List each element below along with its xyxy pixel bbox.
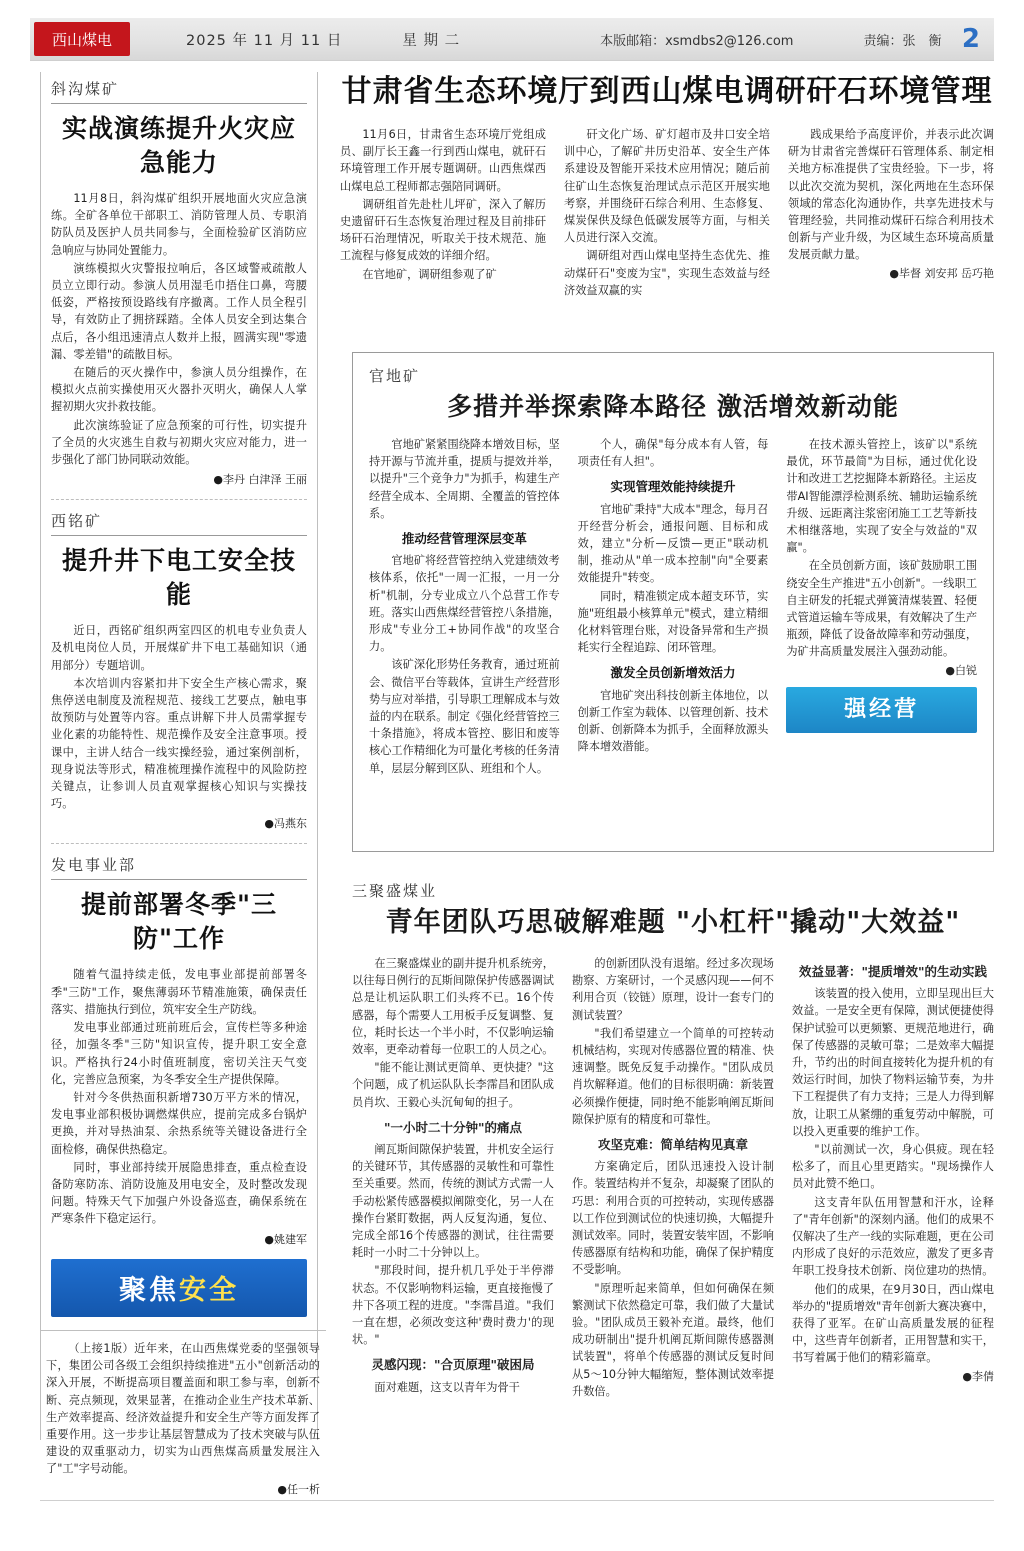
- paragraph: 在全员创新方面，该矿鼓励职工围绕安全生产推进"五小创新"。一线职工自主研发的托辊式弹簧清煤装置、轻便式管道运输车等成果，有效解决了生产瓶颈，降低了设备故障率和劳动强度，为矿井高质量发展注入强劲动能。: [786, 559, 978, 659]
- page-bottom-rule: [40, 1500, 994, 1501]
- subheading: 实现管理效能持续提升: [610, 479, 736, 495]
- paragraph: 该矿深化形势任务教育，通过班前会、微信平台等载体，宣讲生产经营形势与应对举措，引导职工理解成本与效益的内在联系。制定《强化经营管控三十条措施》，将成本管控、膨旧和废等核心工作精细化为可量化考核的任务清单，层层分解到区队、班组和个人。: [369, 658, 560, 775]
- paragraph: 同时，精准锁定成本超支环节，实施"班组最小核算单元"模式，建立精细化材料管理台账，对设备异常和生产损耗实行全程追踪、闭环管理。: [577, 589, 769, 655]
- article-kicker: 发电事业部: [51, 856, 137, 875]
- paragraph: "能不能让测试更简单、更快捷？"这个问题，成了机运队队长李霈昌和团队成员肖坎、王毅心头沉甸甸的担子。: [352, 1061, 554, 1109]
- article-byline: ●任一析: [277, 1482, 320, 1496]
- paragraph: 发电事业部通过班前班后会，宣传栏等多种途径，加强冬季"三防"知识宣传，提升职工安全意识。严格执行24小时值班制度，密切关注天气变化，完善应急预案，为冬季安全生产提供保障。: [51, 1021, 307, 1086]
- paragraph: 在技术源头管控上，该矿以"系统最优，环节最简"为目标，通过优化设计和改进工艺挖掘降本新路径。主运皮带AI智能漂浮检测系统、辅助运输系统升级、远距离注浆密闭施工工艺等新技术相继落地，实现了安全与效益的"双赢"。: [786, 438, 978, 555]
- article-body: [51, 966, 307, 1227]
- article-power-division: [51, 854, 307, 1246]
- lead-article-columns: [340, 126, 994, 300]
- banner-focus-safety: [51, 1259, 307, 1317]
- paragraph: 在官地矿，调研组参观了矿: [362, 267, 497, 281]
- kicker-rule: [51, 103, 307, 104]
- paragraph: 阐瓦斯间隙保护装置，井机安全运行的关键环节，其传感器的灵敏性和可靠性至关重要。然而，传统的测试方式需一人手动松紧传感器模拟阐隙变化，另一人在操作台紧盯数据，两人反复沟通，复位、完成全部16个传感器的测试，往往需要耗时一小时二十分钟以上。: [352, 1143, 554, 1260]
- article-shigou: [51, 78, 307, 487]
- article-kicker: 三聚盛煤业: [352, 882, 438, 900]
- boxed-article-title: 多措并举探索降本路径 激活增效新动能: [447, 392, 899, 421]
- page-number: 2: [961, 24, 980, 54]
- paragraph: "那段时间，提升机几乎处于半停滞状态。不仅影响物料运输，更直接拖慢了井下各项工程的进度。"李霈昌道。"我们一直在想，必须改变这种'费时费力'的现状。": [352, 1264, 554, 1347]
- article-separator: [51, 499, 307, 500]
- publication-logo: 西山煤电: [34, 22, 130, 56]
- article-body: [51, 622, 307, 812]
- publication-weekday: 星 期 二: [402, 32, 461, 49]
- paragraph: 针对今冬供热面积新增730万平方米的情况，发电事业部积极协调燃煤供应，提前完成多台锅炉更换，并对导热油泵、余热系统等关键设备进行全面检修，确保供热稳定。: [51, 1090, 307, 1156]
- paragraph: 官地矿紧紧围绕降本增效目标，坚持开源与节流并重，提质与提效并举，以提升"三个竞争力"为抓手，构建生产经营全成本、全周期、全覆盖的管控体系。: [369, 438, 560, 520]
- article-byline: ●毕督 刘安邦 岳巧艳: [889, 266, 994, 280]
- footer-carryover-article: [40, 1340, 326, 1497]
- article-kicker: 官地矿: [369, 367, 421, 385]
- article-byline: ●李倩: [962, 1369, 994, 1383]
- boxed-column-3: [786, 436, 977, 778]
- article-byline: ●姚建军: [264, 1232, 307, 1246]
- banner-text-left: 聚焦: [119, 1275, 179, 1307]
- boxed-column-1: [369, 436, 560, 778]
- paragraph: 矸文化广场、矿灯超市及井口安全培训中心，了解矿井历史沿革、安全生产体系建设及智能开采技术应用情况；随后前往矿山生态恢复治理试点示范区开展实地考察，并围绕矸石综合利用、生态修复、煤炭保供及绿色低碳发展等方面，与相关人员进行深入交流。: [564, 128, 770, 245]
- bottom-column-1: [352, 955, 554, 1401]
- paragraph: 11月8日，斜沟煤矿组织开展地面火灾应急演练。全矿各单位干部职工、消防管理人员、专职消防队员及医护人员共同参与，全面检验矿区消防应急响应与协同处置能力。: [51, 192, 307, 257]
- paragraph: 该装置的投入使用，立即呈现出巨大效益。一是安全更有保障，测试便捷使得保护试验可以更频繁、更规范地进行，确保了传感器的灵敏可靠；二是效率大幅提升，节约出的时间直接转化为提升机的有效运行时间，加快了物料运输节奏，为井下工程提供了有力支持；三是人力得到解放，让职工从紧绷的重复劳动中解脱，可以投入更重要的维护工作。: [792, 987, 994, 1138]
- lead-column-3: [788, 126, 994, 300]
- boxed-article: [352, 352, 994, 852]
- article-byline: ●白锐: [945, 663, 978, 677]
- boxed-column-2: [578, 436, 769, 778]
- paragraph: "我们希望建立一个简单的可控转动机械结构，实现对传感器位置的精准、快速调整。既免反复手动操作。"团队成员肖坎解释道。他们的目标很明确：新装置必须操作便捷，同时绝不能影响阐瓦斯间隙保护原有的精度和可靠性。: [572, 1026, 774, 1126]
- lead-article-title: 甘肃省生态环境厅到西山煤电调研矸石环境管理: [341, 74, 993, 109]
- paragraph: 的创新团队没有退缩。经过多次现场勘察、方案研讨，一个灵感闪现——何不利用合页（铰链）原理，设计一套专门的测试装置？: [572, 957, 774, 1022]
- paragraph: 官地矿将经营管控纳入党建绩效考核体系，依托"一周一汇报，一月一分析"机制，分专业成立八个总营工作专班。落实山西焦煤经营管控八条措施，形成"专业分工+协同作战"的攻坚合力。: [369, 554, 560, 654]
- article-title: 提升井下电工安全技能: [61, 546, 296, 610]
- bottom-article-title: 青年团队巧思破解难题 "小杠杆"撬动"大效益": [385, 907, 961, 938]
- paragraph: "以前测试一次，身心俱疲。现在轻松多了，而且心里更踏实。"现场操作人员对此赞不绝口。: [792, 1143, 994, 1191]
- article-body: [51, 190, 307, 468]
- paragraph: 演练模拟火灾警报拉响后，各区域警戒疏散人员立立即行动。参演人员用湿毛巾捂住口鼻，弯腰低姿，严格按预设路线有序撤离。工作人员全程引导，有效防止了拥挤踩踏。全体人员安全到达集合点后，各小组迅速清点人数并上报，圆满实现"零遗漏、零差错"的疏散目标。: [51, 261, 307, 361]
- paragraph: 这支青年队伍用智慧和汗水，诠释了"青年创新"的深刻内涵。他们的成果不仅解决了生产一线的实际难题，更在公司内形成了良好的示范效应，激发了更多青年职工投身技术创新、岗位建功的热情。: [792, 1195, 994, 1278]
- lead-article: [340, 72, 994, 300]
- kicker-rule: [51, 535, 307, 536]
- paragraph: 官地矿秉持"大成本"理念，每月召开经营分析会，通报问题、目标和成效，建立"分析—反馈—更正"联动机制，推动从"单一成本控制"向"全要素效能提升"转变。: [577, 502, 769, 585]
- paragraph: 随着气温持续走低，发电事业部提前部署冬季"三防"工作，聚焦薄弱环节精准施策，确保责任落实、措施执行到位，筑牢安全生产防线。: [51, 968, 307, 1016]
- paragraph: "原理听起来简单，但如何确保在频繁测试下依然稳定可靠，我们做了大量试验。"团队成员王毅补充道。最终，他们成功研制出"提升机阐瓦斯间隙传感器测试装置"，将单个传感器的测试反复时间从5～10分钟大幅缩短，整体测试效率提升数倍。: [572, 1281, 774, 1398]
- paragraph: 调研组对西山煤电坚持生态优先、推动煤矸石"变废为宝"，实现生态效益与经济效益双赢的实: [564, 249, 770, 297]
- section-email: 本版邮箱：xsmdbs2@126.com: [600, 33, 794, 49]
- paragraph: 个人，确保"每分成本有人管，每项责任有人担"。: [577, 438, 769, 469]
- paragraph: 调研组首先赴杜儿坪矿，深入了解历史遗留矸石生态恢复治理过程及目前排矸场矸石治理情况，听取关于技术规范、施工流程与修复成效的详细介绍。: [340, 197, 546, 263]
- subheading: 灵感闪现："合页原理"破困局: [371, 1357, 535, 1373]
- paragraph: 在三聚盛煤业的副井提升机系统旁，以往每日例行的瓦斯间隙保护传感器调试总是让机运队职工们头疼不已。16个传感器，每个需要人工用板手反复调整、复位，耗时长达一个半小时，不仅影响运输效率，更牵动着每一位职工的人员之心。: [352, 957, 554, 1057]
- bottom-column-3: [792, 955, 994, 1401]
- paragraph: 同时，事业部持续开展隐患排查，重点检查设备防寒防冻、消防设施及用电安全，及时整改发现问题。特殊天气下加强户外设备巡查，确保系统在严寒条件下稳定运行。: [51, 1160, 307, 1226]
- paragraph: 官地矿突出科技创新主体地位，以创新工作室为载体、以管理创新、技术创新、创新降本为抓手，全面释放源头降本增效潜能。: [577, 688, 769, 754]
- article-title: 实战演练提升火灾应急能力: [61, 114, 296, 177]
- subheading: 激发全员创新增效活力: [610, 665, 736, 681]
- bottom-article-columns: [352, 955, 994, 1401]
- boxed-article-columns: [369, 436, 977, 778]
- paragraph: 11月6日，甘肃省生态环境厅党组成员、副厅长王鑫一行到西山煤电，就矸石环境管理工作开展专题调研。山西焦煤西山煤电总工程师都志强陪同调研。: [340, 128, 546, 193]
- kicker-rule: [51, 879, 307, 880]
- paragraph: 方案确定后，团队迅速投入设计制作。装置结构并不复杂，却凝聚了团队的巧思：利用合页的可控转动，实现传感器以工作位到测试位的快速切换，大幅提升测试效率。同时，装置安装牢固，不影响传感器原有结构和功能，确保了保护精度不受影响。: [572, 1160, 774, 1277]
- paragraph: 他们的成果，在9月30日，西山煤电举办的"提质增效"青年创新大赛决赛中，获得了亚军。在矿山高质量发展的征程中，这些青年创新者，正用智慧和实干，书写着属于他们的精彩篇章。: [792, 1282, 994, 1365]
- paragraph: 在随后的灭火操作中，参演人员分组操作，在模拟火点前实操使用灭火器扑灭明火，确保人人掌握初期火灾扑救技能。: [51, 366, 307, 414]
- masthead: [30, 18, 994, 61]
- footer-rule: [40, 1330, 326, 1331]
- bottom-column-2: [572, 955, 774, 1401]
- article-title: 提前部署冬季"三防"工作: [80, 890, 278, 954]
- lead-column-2: [564, 126, 770, 300]
- article-kicker: 西铭矿: [51, 512, 103, 531]
- subheading: 推动经营管理深层变革: [401, 531, 527, 547]
- banner-text-right: 安全: [179, 1275, 239, 1307]
- paragraph: 此次演练验证了应急预案的可行性，切实提升了全员的火灾逃生自救与初期火灾应对能力，进一步强化了部门协同联动效能。: [51, 418, 307, 467]
- article-ximing: [51, 510, 307, 831]
- left-column: [40, 72, 318, 1440]
- bottom-article: [352, 880, 994, 1401]
- paragraph: 践成果给予高度评价，并表示此次调研为甘肃省完善煤矸石管理体系、制定相关地方标准提供了宝贵经验。下一步，将以此次交流为契机，深化两地在生态环保领域的常态化沟通协作，共享先进技术与管理经验，共同推动煤矸石综合利用技术创新与产业升级，为区域生态环境高质量发展贡献力量。: [788, 128, 994, 262]
- lead-column-1: [340, 126, 546, 300]
- article-byline: ●冯燕东: [264, 817, 307, 831]
- subheading: 效益显著："提质增效"的生动实践: [798, 964, 988, 979]
- article-separator: [51, 843, 307, 844]
- paragraph: （上接1版）近年来，在山西焦煤党委的坚强领导下，集团公司各级工会组织持续推进"五小"创新活动的深入开展，不断提高项目覆盖面和职工参与率，创新不断、亮点频现，效果显著，在推动企业生产技术革新、生产效率提高、经济效益提升和安全生产等方面发挥了重要作用。这一步步让基层智慧成为了技术突破与队伍建设的双重驱动力，切实为山西焦煤高质量发展注入了"工"字号动能。: [46, 1342, 320, 1476]
- article-body: [46, 1340, 320, 1478]
- subheading: 攻坚克难：简单结构见真章: [597, 1137, 748, 1153]
- article-kicker: 斜沟煤矿: [51, 80, 120, 98]
- banner-strong-management: 强经营: [786, 687, 977, 733]
- paragraph: 面对难题，这支以青年为骨干: [374, 1380, 520, 1394]
- subheading: "一小时二十分钟"的痛点: [383, 1119, 523, 1135]
- section-editor: 责编：张 衡: [863, 33, 942, 49]
- publication-date: 2025 年 11 月 11 日: [186, 32, 343, 49]
- paragraph: 本次培训内容紧扣井下安全生产核心需求，聚焦停送电制度及流程规范、接线工艺要点，触电事故预防与处置等内容。重点讲解下井人员需掌握专业化素的功能特性、规范操作及安全注意事项。授课中，主讲人结合一线实操经验，通过案例剖析，现身说法等形式，精准梳理操作流程中的风险防控关键点，让参训人员直观掌握核心知识与实操技巧。: [51, 676, 307, 811]
- paragraph: 近日，西铭矿组织两室四区的机电专业负责人及机电岗位人员，开展煤矿井下电工基础知识（通用部分）专题培训。: [51, 624, 307, 672]
- article-byline: ●李丹 白津泽 王丽: [213, 473, 307, 487]
